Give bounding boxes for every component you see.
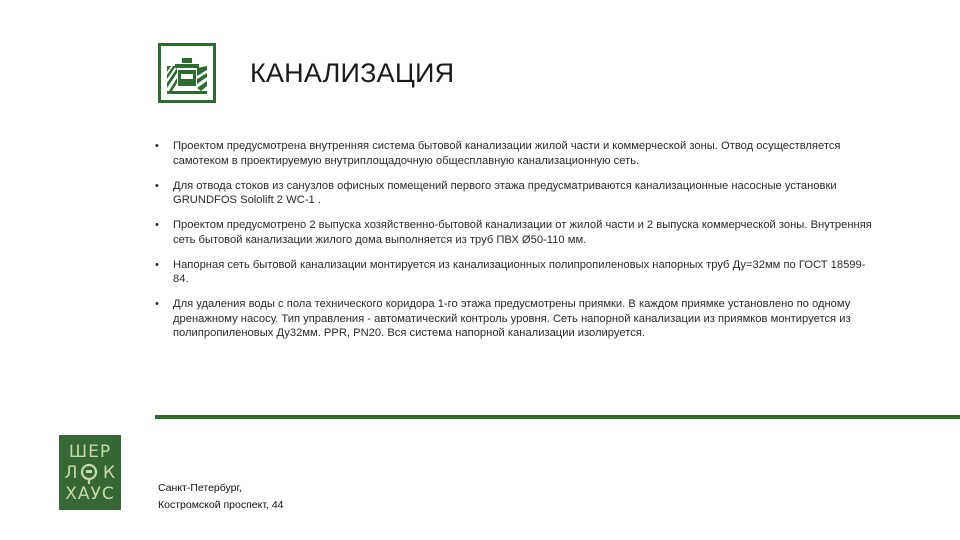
- sewer-tank-icon: [158, 43, 216, 103]
- bullet-marker: •: [155, 140, 159, 152]
- logo-line-1: ШЕР: [68, 442, 112, 462]
- bullet-list: [155, 139, 875, 351]
- list-item: [155, 139, 875, 168]
- bullet-marker: •: [155, 179, 159, 192]
- logo-line-4: ХАУС: [65, 484, 115, 504]
- bullet-text: Проектом предусмотрена внутренняя система бытовой канализации жилой части и коммерческой зоны. Отвод осуществляется самотеком в проектируемую внутриплощадочную общесплавную канализационную сеть.: [173, 140, 841, 167]
- page-title: КАНАЛИЗАЦИЯ: [250, 58, 455, 88]
- bullet-marker: •: [155, 219, 159, 231]
- list-item: [155, 179, 875, 208]
- address-street: Костромской проспект, 44: [158, 499, 284, 511]
- bullet-text: Для отвода стоков из санузлов офисных помещений первого этажа предусматриваются канализационные насосные установки GRUNDFOS Sololift 2 WC-1 .: [173, 179, 837, 206]
- list-item: [155, 258, 875, 287]
- logo-line-3: К: [102, 463, 116, 483]
- bullet-text: Для удаления воды с пола технического коридора 1-го этажа предусмотрены приямки. В каждом приямке установлено по одному дренажному насосу. Тип управления - автоматический контроль уровня. Сеть напорной канализации из приямков монтируется из полипропиленовых Ду32мм. PPR, PN20. Вся система напорной канализации изолируется.: [173, 298, 851, 339]
- bullet-text: Напорная сеть бытовой канализации монтируется из канализационных полипропиленовых напорных труб Ду=32мм по ГОСТ 18599-84.: [173, 258, 866, 285]
- bullet-marker: •: [155, 258, 159, 271]
- section-divider: [155, 415, 960, 419]
- company-logo: [59, 435, 121, 510]
- list-item: [155, 297, 875, 341]
- address-city: Санкт-Петербург,: [158, 482, 242, 494]
- list-item: [155, 218, 875, 247]
- logo-line-2: Л: [64, 463, 78, 483]
- footer-address: [158, 480, 284, 514]
- bullet-text: Проектом предусмотрено 2 выпуска хозяйственно-бытовой канализации от жилой части и 2 выпуска коммерческой зоны. Внутренняя сеть бытовой канализации жилого дома выполняется из труб ПВХ Ø50-110 мм.: [173, 219, 872, 246]
- bullet-marker: •: [155, 298, 159, 310]
